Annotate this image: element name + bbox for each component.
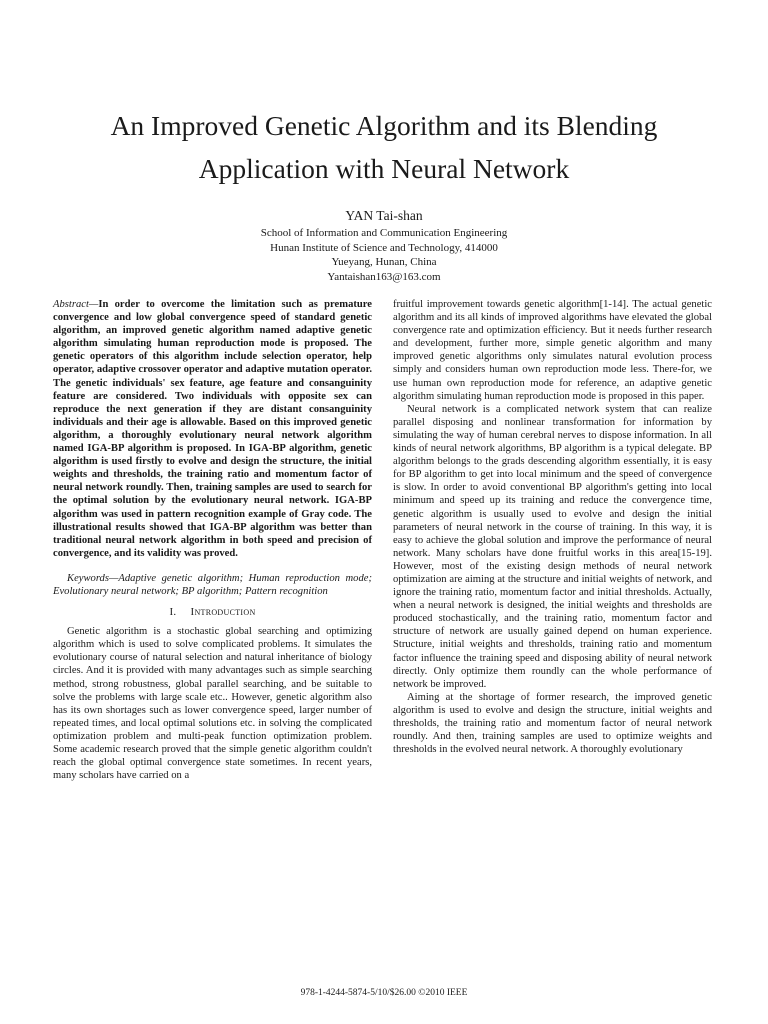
section-heading-introduction bbox=[53, 606, 372, 619]
section-number: I. bbox=[169, 606, 177, 619]
author-email: Yantaishan163@163.com bbox=[327, 270, 441, 283]
body-paragraph: Neural network is a complicated network system that can realize parallel disposing and nonlinear transformation for information by simulating the way of human cerebral nerves to dispose information. In all kinds of neural network algorithms, BP algorithm is a typical delegate. BP algorithm belongs to the grads descending algorithm essentially, it is easy for BP algorithm to get into local minimum and the speed of convergence is slow. In order to avoid conventional BP algorithm's getting into local minimum and speed up its training and reduce the convergence time, genetic algorithm is usually used to evolve and design the initial parameters of neural network in the course of training. In this way, it is easy to achieve the global solution and improve the performance of neural network. Many scholars have done fruitful works in this area[15-19]. However, most of the existing design methods of neural network optimization are aiming at the structure and initial weights of network, and ignore the training ratio, momentum factor and initial thresholds. Actually, when a neural network is designed, the initial weights and thresholds are produced stochastically, and the training ratio, momentum factor and structure of network are usually gained depend on human experience. Structure, initial weights and thresholds, training ratio and momentum factor influence the training speed and disposing ability of neural network directly. Only optimize them roundly can the whole performance of network be improved. bbox=[393, 403, 712, 690]
right-column bbox=[393, 298, 712, 756]
left-column bbox=[53, 298, 372, 782]
body-paragraph: fruitful improvement towards genetic algorithm[1-14]. The actual genetic algorithm and its all kinds of improved algorithms have elevated the global convergence rate and optimization efficiency. But it needs further research and development, further more, simple genetic algorithm and many improved genetic algorithms only simulates natural evolution process simply and considers human own reproduction mode less. There-for, we use human own reproduction mode for reference, an adaptive genetic algorithm simulating human reproduction mode is proposed in this paper. bbox=[393, 299, 712, 402]
author-name: YAN Tai-shan bbox=[345, 208, 423, 223]
section-title: Introduction bbox=[190, 606, 256, 619]
author-block bbox=[134, 207, 634, 284]
affiliation-line: Hunan Institute of Science and Technology, 414000 bbox=[270, 241, 498, 254]
paper-title bbox=[40, 104, 728, 190]
body-paragraph: Genetic algorithm is a stochastic global searching and optimizing algorithm which is used to solve complicated problems. It simulates the evolutionary course of natural selection and natural inheritance of biology circles. And it is provided with many advantages such as simple searching method, strong robustness, global parallel searching, and be suitable to solve the problems with large scale etc.. However, genetic algorithm also has its own shortages such as lower convergence speed, larger number of repeated times, and local optimal solutions etc. in solving the complicated optimization problem and multi-peak function optimization problem. Some academic research proved that the simple genetic algorithm couldn't reach the global optimal convergence state sometimes. In recent years, many scholars have carried on a bbox=[53, 626, 372, 782]
affiliation-line: Yueyang, Hunan, China bbox=[331, 256, 437, 268]
abstract-text: In order to overcome the limitation such as premature convergence and low global convergence speed of standard genetic algorithm, an improved genetic algorithm named adaptive genetic algorithm simulating human reproduction mode is proposed. The genetic operators of this algorithm include selection operator, help operator, adaptive crossover operator and adaptive mutation operator. The genetic individuals' sex feature, age feature and consanguinity feature are considered. Two individuals with opposite sex can reproduce the next generation if they are distant consanguinity individuals and their age is allowable. Based on this improved genetic algorithm, a thoroughly evolutionary neural network algorithm named IGA-BP algorithm is proposed. In IGA-BP algorithm, genetic algorithm is used firstly to evolve and design the structure, the initial weights and thresholds, the training ratio and momentum factor of neural network roundly. Then, training samples are used to search for the optimal solution by the evolutionary neural network. IGA-BP algorithm was used in pattern recognition example of Gray code. The illustrational results showed that IGA-BP algorithm was better than traditional neural network algorithm in both speed and precision of convergence, and its validity was proved. bbox=[53, 299, 372, 559]
title-line-2: Application with Neural Network bbox=[198, 153, 570, 184]
keywords: Keywords—Adaptive genetic algorithm; Human reproduction mode; Evolutionary neural network; BP algorithm; Pattern recognition bbox=[53, 572, 372, 597]
body-paragraph: Aiming at the shortage of former research, the improved genetic algorithm is used to evolve and design the structure, initial weights and thresholds, the training ratio and momentum factor of neural network roundly. And then, training samples are used to optimize weights and thresholds in the evolved neural network. A thoroughly evolutionary bbox=[393, 691, 712, 756]
title-line-1: An Improved Genetic Algorithm and its Blending bbox=[110, 110, 658, 141]
page-footer: 978-1-4244-5874-5/10/$26.00 ©2010 IEEE bbox=[300, 988, 468, 998]
abstract bbox=[53, 298, 372, 560]
abstract-label: Abstract— bbox=[53, 299, 99, 310]
affiliation-line: School of Information and Communication Engineering bbox=[260, 227, 508, 239]
